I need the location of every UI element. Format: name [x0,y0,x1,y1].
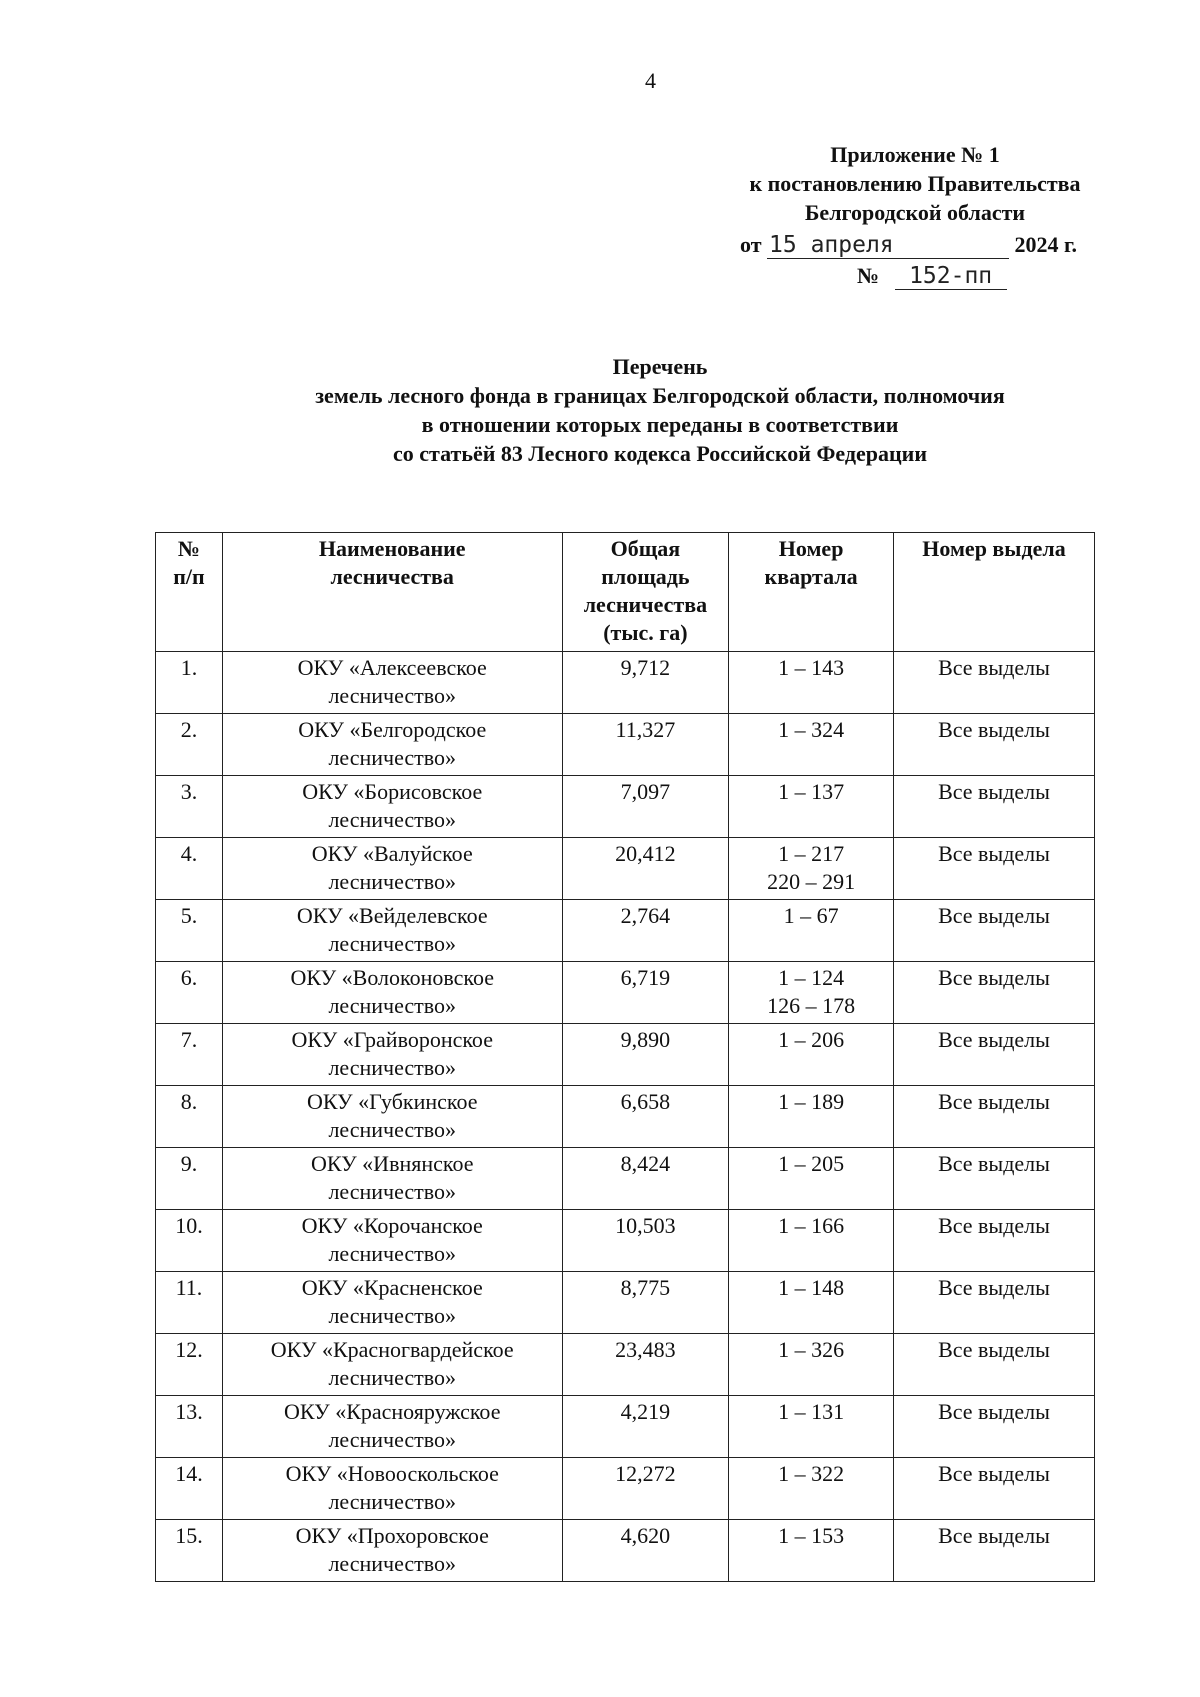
forestry-name-line-1: ОКУ «Волоконовское [290,965,495,990]
row-forestry-name [222,652,562,714]
row-sections: Все выделы [893,1396,1094,1458]
row-forestry-name [222,838,562,900]
row-area: 6,719 [562,962,729,1024]
row-sections: Все выделы [893,1148,1094,1210]
forestry-name-line-2: лесничество» [328,1427,457,1452]
row-quarters [729,1148,894,1210]
row-quarters [729,714,894,776]
quarter-range-1: 1 – 137 [778,779,845,804]
forestry-name-line-1: ОКУ «Краснояружское [284,1399,501,1424]
forestry-name-line-2: лесничество» [328,683,457,708]
row-quarters [729,652,894,714]
header-section: Номер выдела [893,533,1094,652]
row-area: 6,658 [562,1086,729,1148]
quarter-range-1: 1 – 322 [778,1461,845,1486]
row-area: 10,503 [562,1210,729,1272]
forestry-name-line-2: лесничество» [328,1117,457,1142]
row-quarters [729,776,894,838]
row-number: 11. [156,1272,223,1334]
forestry-name-line-2: лесничество» [328,931,457,956]
row-forestry-name [222,714,562,776]
header-quarter-line-2: квартала [764,564,858,589]
table-row [156,900,1095,962]
row-quarters [729,900,894,962]
row-number: 10. [156,1210,223,1272]
quarter-range-1: 1 – 324 [778,717,845,742]
table-row [156,1520,1095,1582]
forestry-name-line-1: ОКУ «Красногвардейское [270,1337,514,1362]
forestry-name-line-1: ОКУ «Ивнянское [310,1151,474,1176]
row-forestry-name [222,1334,562,1396]
row-number: 6. [156,962,223,1024]
row-forestry-name [222,900,562,962]
header-number-line-1: № [177,536,201,561]
header-number [156,533,223,652]
row-number: 14. [156,1458,223,1520]
table-row [156,1396,1095,1458]
quarter-range-1: 1 – 131 [778,1399,845,1424]
table-row [156,1334,1095,1396]
row-number: 5. [156,900,223,962]
header-name [222,533,562,652]
handwritten-number: 152-пп [895,263,1007,290]
row-sections: Все выделы [893,1458,1094,1520]
row-forestry-name [222,1148,562,1210]
row-quarters [729,1024,894,1086]
quarter-range-1: 1 – 206 [778,1027,845,1052]
forestry-name-line-1: ОКУ «Прохоровское [295,1523,489,1548]
row-forestry-name [222,1272,562,1334]
handwritten-date: 15 апреля [767,232,1009,259]
forestry-name-line-2: лесничество» [328,1365,457,1390]
row-quarters [729,838,894,900]
row-quarters [729,1396,894,1458]
table-header-row [156,533,1095,652]
appendix-header [700,140,1130,227]
forestry-name-line-1: ОКУ «Губкинское [306,1089,478,1114]
row-area: 8,775 [562,1272,729,1334]
forestry-name-line-2: лесничество» [328,1241,457,1266]
date-prefix: от [740,232,762,257]
forestry-name-line-1: ОКУ «Борисовское [302,779,483,804]
table-row [156,776,1095,838]
row-forestry-name [222,1458,562,1520]
row-sections: Все выделы [893,900,1094,962]
quarter-range-1: 1 – 205 [778,1151,845,1176]
forestry-name-line-2: лесничество» [328,1551,457,1576]
row-forestry-name [222,1520,562,1582]
row-sections: Все выделы [893,1520,1094,1582]
table-row [156,838,1095,900]
header-quarter [729,533,894,652]
quarter-range-2: 126 – 178 [767,993,856,1018]
row-sections: Все выделы [893,1086,1094,1148]
row-number: 12. [156,1334,223,1396]
forestry-name-line-1: ОКУ «Алексеевское [297,655,487,680]
row-forestry-name [222,1086,562,1148]
quarter-range-1: 1 – 166 [778,1213,845,1238]
forestry-name-line-1: ОКУ «Новооскольское [285,1461,499,1486]
row-number: 2. [156,714,223,776]
row-number: 9. [156,1148,223,1210]
row-quarters [729,1334,894,1396]
quarter-range-1: 1 – 143 [778,655,845,680]
appendix-date-line [740,232,1077,259]
header-number-line-2: п/п [173,564,205,589]
title-line-1: Перечень [612,354,708,379]
row-area: 12,272 [562,1458,729,1520]
row-number: 15. [156,1520,223,1582]
forestry-name-line-2: лесничество» [328,745,457,770]
appendix-line-3: Белгородской области [804,200,1026,225]
document-title [160,352,1160,468]
row-number: 3. [156,776,223,838]
forestry-name-line-2: лесничество» [328,1303,457,1328]
quarter-range-1: 1 – 153 [778,1523,845,1548]
row-number: 1. [156,652,223,714]
row-forestry-name [222,1396,562,1458]
forest-lands-table [155,532,1095,1582]
row-area: 9,712 [562,652,729,714]
forestry-name-line-1: ОКУ «Вейделевское [296,903,488,928]
row-forestry-name [222,962,562,1024]
row-sections: Все выделы [893,962,1094,1024]
forestry-name-line-1: ОКУ «Красненское [301,1275,483,1300]
row-sections: Все выделы [893,1024,1094,1086]
forestry-name-line-2: лесничество» [328,1055,457,1080]
quarter-range-1: 1 – 67 [783,903,839,928]
table-row [156,1458,1095,1520]
quarter-range-1: 1 – 124 [778,965,845,990]
forestry-name-line-2: лесничество» [328,807,457,832]
row-sections: Все выделы [893,1334,1094,1396]
row-area: 7,097 [562,776,729,838]
row-sections: Все выделы [893,652,1094,714]
row-sections: Все выделы [893,714,1094,776]
table-row [156,652,1095,714]
forestry-name-line-1: ОКУ «Валуйское [311,841,473,866]
header-quarter-line-1: Номер [778,536,844,561]
row-area: 11,327 [562,714,729,776]
row-area: 20,412 [562,838,729,900]
row-number: 4. [156,838,223,900]
title-line-3: в отношении которых переданы в соответствии [421,412,899,437]
row-quarters [729,1520,894,1582]
row-sections: Все выделы [893,1210,1094,1272]
header-name-line-1: Наименование [318,536,466,561]
forestry-name-line-2: лесничество» [328,993,457,1018]
page-number: 4 [645,68,656,93]
row-number: 8. [156,1086,223,1148]
forestry-name-line-1: ОКУ «Грайворонское [291,1027,493,1052]
row-forestry-name [222,1024,562,1086]
forestry-name-line-1: ОКУ «Белгородское [298,717,487,742]
row-number: 13. [156,1396,223,1458]
row-sections: Все выделы [893,1272,1094,1334]
header-area-line-4: (тыс. га) [603,620,688,645]
date-year: 2024 г. [1014,232,1078,257]
header-name-line-2: лесничества [330,564,454,589]
quarter-range-1: 1 – 189 [778,1089,845,1114]
table-row [156,1148,1095,1210]
row-sections: Все выделы [893,776,1094,838]
number-prefix: № [857,263,880,288]
row-area: 23,483 [562,1334,729,1396]
row-area: 9,890 [562,1024,729,1086]
quarter-range-1: 1 – 217 [778,841,845,866]
header-area-line-2: площадь [601,564,690,589]
row-forestry-name [222,1210,562,1272]
row-number: 7. [156,1024,223,1086]
header-area-line-1: Общая [610,536,681,561]
table-row [156,1272,1095,1334]
row-quarters [729,1272,894,1334]
forestry-name-line-1: ОКУ «Корочанское [301,1213,483,1238]
quarter-range-1: 1 – 326 [778,1337,845,1362]
table-row [156,1086,1095,1148]
header-area [562,533,729,652]
row-quarters [729,1210,894,1272]
row-forestry-name [222,776,562,838]
appendix-line-2: к постановлению Правительства [749,171,1081,196]
row-area: 4,620 [562,1520,729,1582]
row-area: 8,424 [562,1148,729,1210]
quarter-range-2: 220 – 291 [767,869,856,894]
forestry-name-line-2: лесничество» [328,1489,457,1514]
row-quarters [729,962,894,1024]
row-area: 4,219 [562,1396,729,1458]
table-row [156,1210,1095,1272]
title-line-2: земель лесного фонда в границах Белгородской области, полномочия [315,383,1005,408]
row-area: 2,764 [562,900,729,962]
table-row [156,714,1095,776]
row-quarters [729,1086,894,1148]
forestry-name-line-2: лесничество» [328,869,457,894]
row-sections: Все выделы [893,838,1094,900]
table-row [156,962,1095,1024]
quarter-range-1: 1 – 148 [778,1275,845,1300]
header-area-line-3: лесничества [583,592,708,617]
forestry-name-line-2: лесничество» [328,1179,457,1204]
table-row [156,1024,1095,1086]
row-quarters [729,1458,894,1520]
appendix-number-line [857,263,1007,290]
appendix-title: Приложение № 1 [830,142,1000,167]
title-line-4: со статьёй 83 Лесного кодекса Российской Федерации [392,441,927,466]
